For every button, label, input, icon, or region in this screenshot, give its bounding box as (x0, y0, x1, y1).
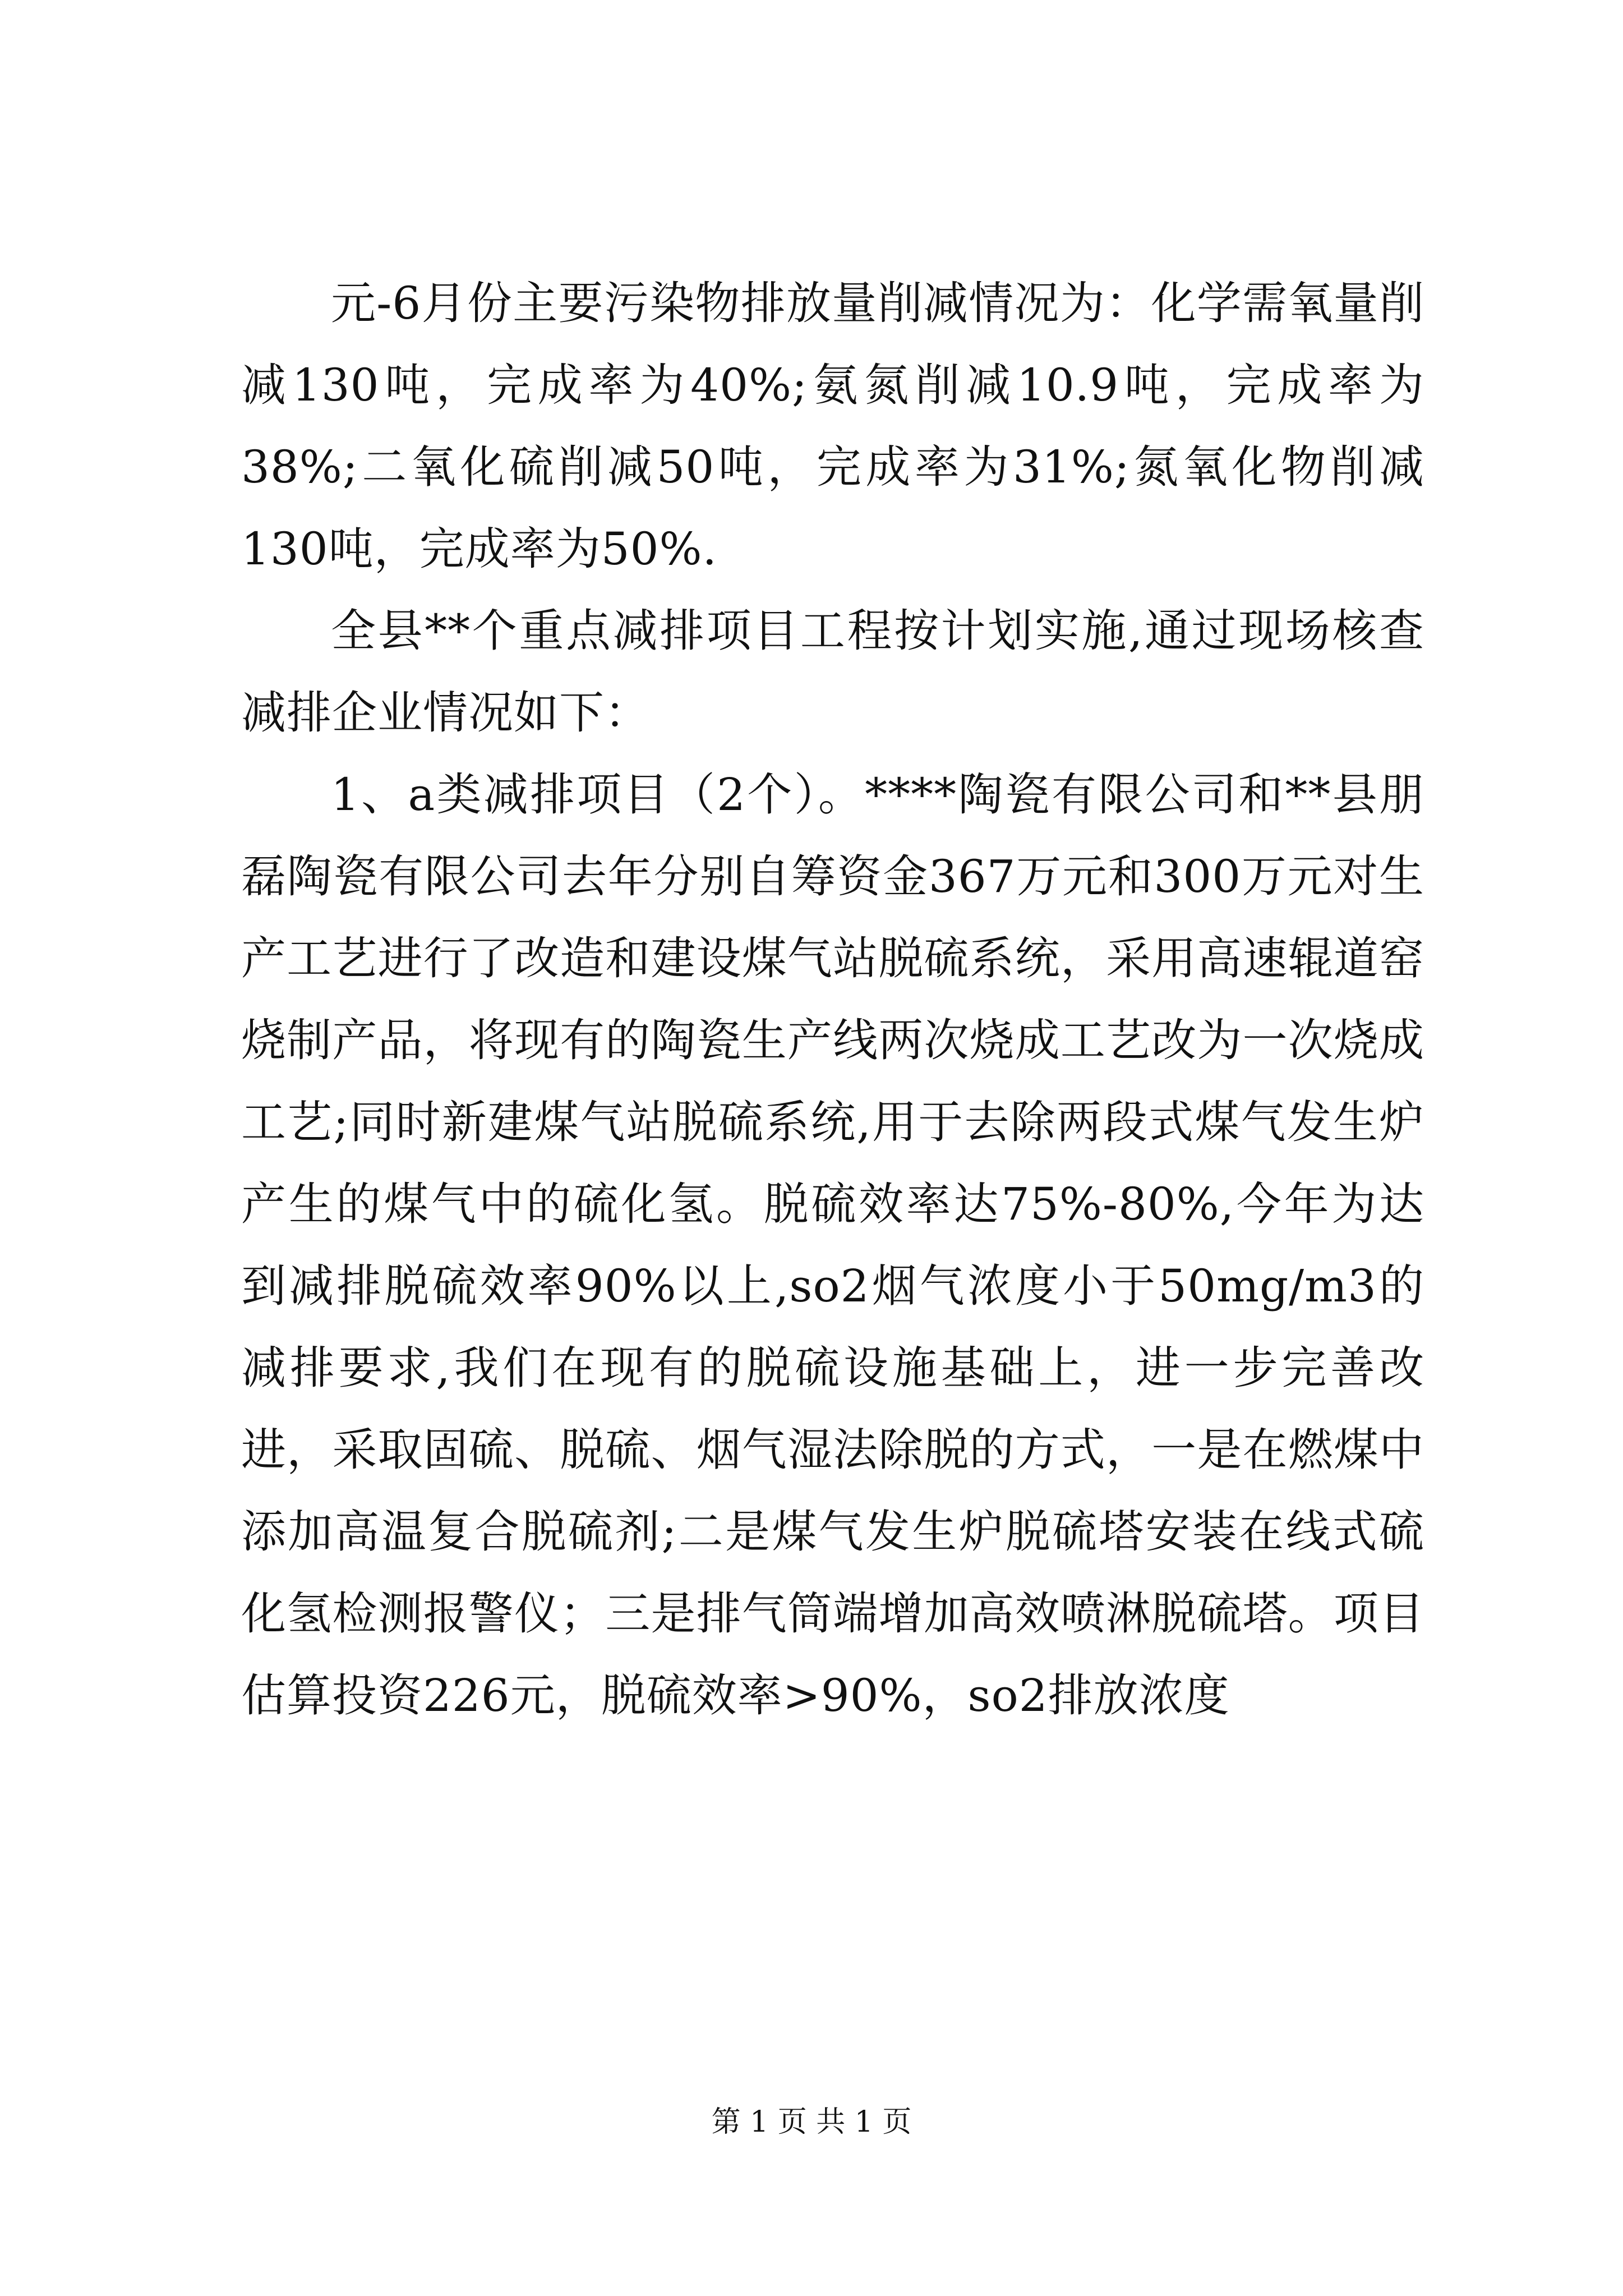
paragraph-projects-overview: 全县**个重点减排项目工程按计划实施,通过现场核查减排企业情况如下： (241, 605, 1424, 739)
page-footer: 第 1 页 共 1 页 (711, 2105, 912, 2139)
paragraph-class-a-projects: 1、a类减排项目（2个）。****陶瓷有限公司和**县朋磊陶瓷有限公司去年分别自筹资金367万元和300万元对生产工艺进行了改造和建设煤气站脱硫系统，采用高速辊道窑烧制产品，将现有的陶瓷生产线两次烧成工艺改为一次烧成工艺;同时新建煤气站脱硫系统,用于去除两段式煤气发生炉产生的煤气中的硫化氢。脱硫效率达75%-80%,今年为达到减排脱硫效率90%以上,so2烟气浓度小于50mg/m3的减排要求,我们在现有的脱硫设施基础上，进一步完善改进，采取固硫、脱硫、烟气湿法除脱的方式，一是在燃煤中添加高温复合脱硫剂;二是煤气发生炉脱硫塔安装在线式硫化氢检测报警仪；三是排气筒端增加高效喷淋脱硫塔。项目估算投资226元，脱硫效率>90%，so2排放浓度 (241, 769, 1424, 1722)
paragraph-emission-reduction: 元-6月份主要污染物排放量削减情况为：化学需氧量削减130吨，完成率为40%;氨氮削减10.9吨，完成率为38%;二氧化硫削减50吨，完成率为31%;氮氧化物削减130吨，完成率为50%. (241, 277, 1424, 575)
document-body (241, 263, 1424, 1737)
